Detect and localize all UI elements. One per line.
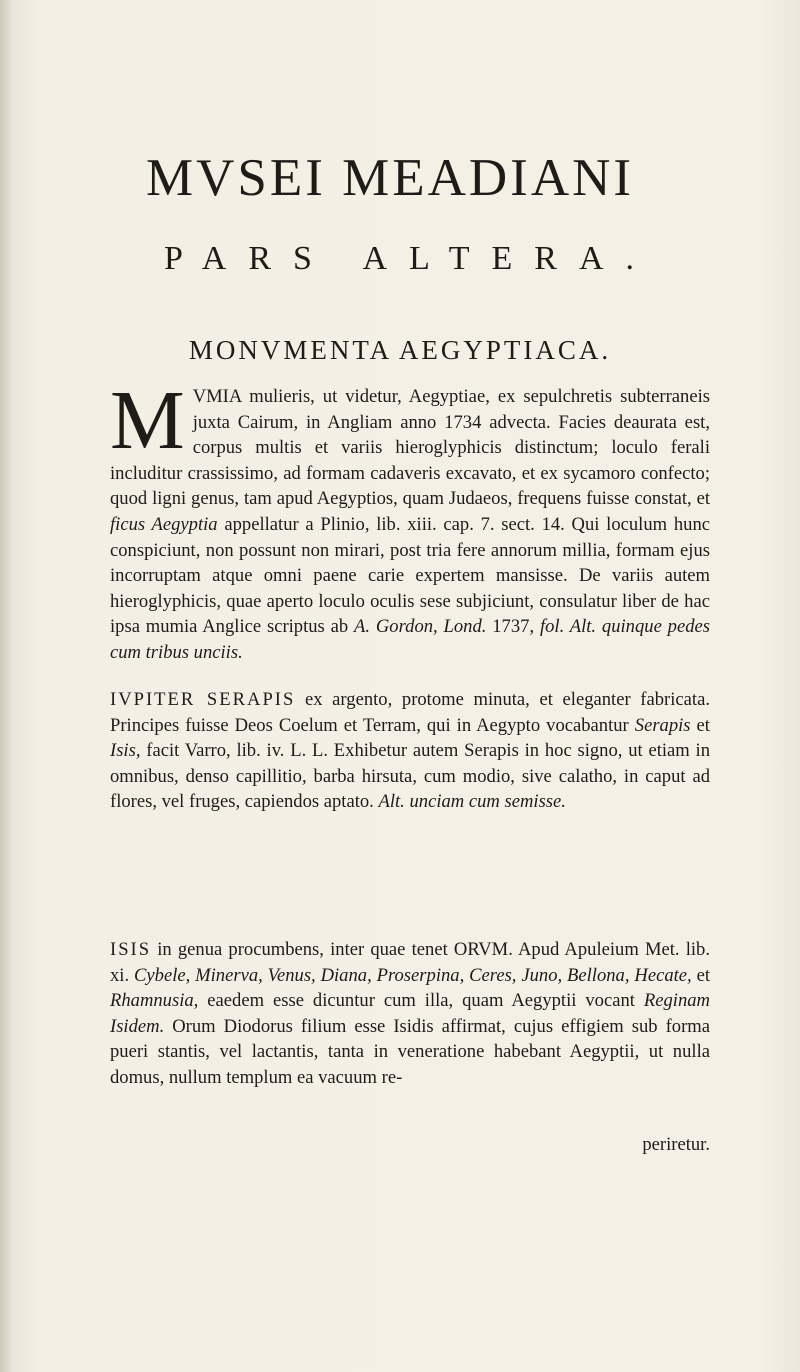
paragraph-text: et [691, 964, 710, 986]
italic-term: ficus Aegyptia [110, 513, 218, 535]
italic-term: Isis, [110, 740, 141, 762]
paragraph-text: VMIA mulieris, ut videtur, Aegyptiae, ex sepulchretis subterraneis juxta Cairum, in Angliam anno 1734 advecta. Facies deaurata est, corpus multis et variis hieroglyphicis distinctum; loculo ferali includitur crassissimo, ad formam cadaveris excavato, et ex sycamoro confecto; quod ligni genus, tam apud Aegyptios, quam Judaeos, frequens fuisse constat, et [110, 386, 710, 510]
italic-term: Serapis [634, 714, 691, 736]
drop-cap: M [110, 374, 185, 467]
paragraph-serapis [110, 687, 710, 815]
main-title: MVSEI MEADIANI [145, 149, 635, 207]
paragraph-mumia [110, 374, 710, 666]
paragraph-text: 1737, [486, 616, 540, 638]
italic-citation: A. Gordon, Lond. [354, 616, 487, 638]
paragraph-text: in genua procumbens, inter quae tenet ORVM. Apud Apuleium Met. lib. xi. [110, 939, 710, 986]
paragraph-text: eaedem esse dicuntur cum illa, quam Aegyptii vocant [198, 990, 644, 1012]
page-gutter [0, 0, 14, 1372]
catchword-line: periretur. [642, 1134, 710, 1155]
italic-names: Cybele, Minerva, Venus, Diana, Proserpina, Ceres, Juno, Bellona, Hecate, [134, 964, 692, 986]
italic-dimensions: fol. Alt. quinque pedes cum tribus unciis. [110, 616, 710, 663]
paragraph-text: ex argento, protome minuta, et eleganter fabricata. Principes fuisse Deos Coelum et Terram, qui in Aegypto vocabantur [110, 689, 710, 736]
italic-term: Rhamnusia, [110, 990, 199, 1012]
paragraph-text: Orum Diodorus filium esse Isidis affirmat, cujus effigiem sub forma pueri stantis, vel lactantis, tanta in veneratione habebant Aegyptii, ut nulla domus, nullum templum ea vacuum re- [110, 1015, 710, 1088]
paragraph-text: appellatur a Plinio, lib. xiii. cap. 7. sect. 14. Qui loculum hunc conspiciunt, non possunt non mirari, post tria fere annorum millia, formam ejus incorruptam atque omni paene carie expertem mansisse. De variis autem hieroglyphicis, quae aperto loculo oculis sese subjiciunt, consulatur liber de hac ipsa mumia Anglice scriptus ab [110, 513, 710, 638]
paragraph-text: facit Varro, lib. iv. L. L. Exhibetur autem Serapis in hoc signo, ut etiam in omnibus, denso capillitio, barba hirsuta, cum modio, sive calatho, in caput ad flores, vel fruges, capiendos aptato. [110, 740, 710, 813]
paragraph-text: et [690, 714, 710, 736]
part-title: PARS ALTERA. [163, 240, 657, 277]
italic-term: Reginam Isidem. [110, 990, 710, 1037]
entry-heading: IVPITER SERAPIS [110, 689, 296, 710]
italic-dimensions: Alt. unciam cum semisse. [378, 791, 566, 813]
section-title: MONVMENTA AEGYPTIACA. [188, 335, 612, 365]
entry-heading: ISIS [110, 939, 152, 960]
paragraph-isis [110, 937, 710, 1091]
